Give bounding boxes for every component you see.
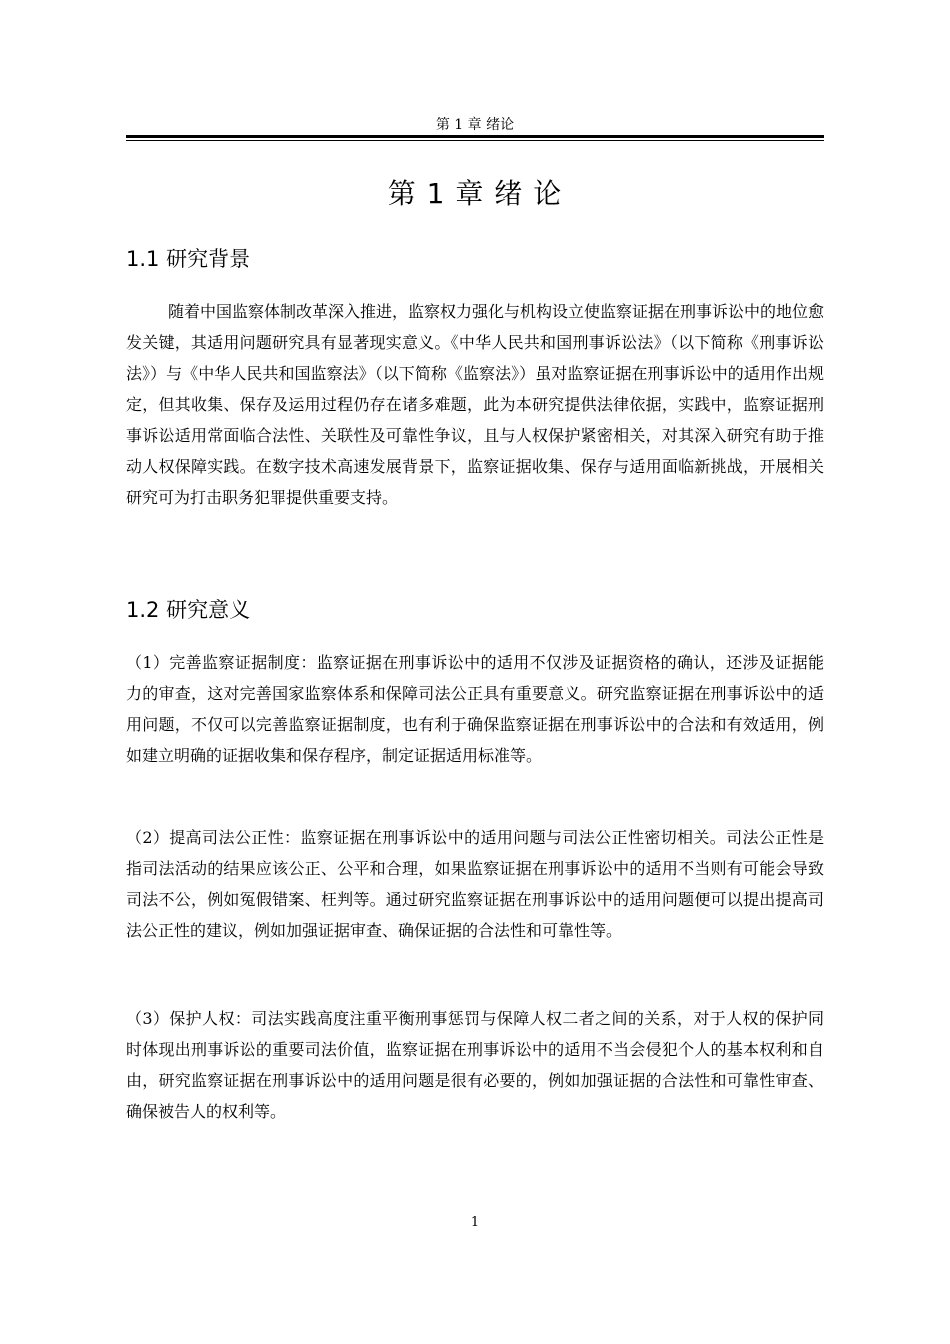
paragraph-significance-3: （3）保护人权：司法实践高度注重平衡刑事惩罚与保障人权二者之间的关系，对于人权的保护同时体现出刑事诉讼的重要司法价值，监察证据在刑事诉讼中的适用不当会侵犯个人的基本权利和自由，研究监察证据在刑事诉讼中的适用问题是很有必要的，例如加强证据的合法性和可靠性审查、确保被告人的权利等。 xyxy=(126,1009,824,1121)
header-rule xyxy=(126,135,824,138)
section-heading-significance: 1.2 研究意义 xyxy=(126,598,251,622)
paragraph-significance-1: （1）完善监察证据制度：监察证据在刑事诉讼中的适用不仅涉及证据资格的确认，还涉及证据能力的审查，这对完善国家监察体系和保障司法公正具有重要意义。研究监察证据在刑事诉讼中的适用问题，不仅可以完善监察证据制度，也有利于确保监察证据在刑事诉讼中的合法和有效适用，例如建立明确的证据收集和保存程序，制定证据适用标准等。 xyxy=(126,653,824,765)
paragraph-significance-2: （2）提高司法公正性：监察证据在刑事诉讼中的适用问题与司法公正性密切相关。司法公正性是指司法活动的结果应该公正、公平和合理，如果监察证据在刑事诉讼中的适用不当则有可能会导致司法不公，例如冤假错案、枉判等。通过研究监察证据在刑事诉讼中的适用问题便可以提出提高司法公正性的建议，例如加强证据审查、确保证据的合法性和可靠性等。 xyxy=(126,828,824,940)
section-heading-background: 1.1 研究背景 xyxy=(126,247,251,271)
running-header: 第 1 章 绪论 xyxy=(435,117,515,133)
page-number: 1 xyxy=(470,1215,480,1230)
paragraph-background: 随着中国监察体制改革深入推进，监察权力强化与机构设立使监察证据在刑事诉讼中的地位愈发关键，其适用问题研究具有显著现实意义。《中华人民共和国刑事诉讼法》（以下简称《刑事诉讼法》）与《中华人民共和国监察法》（以下简称《监察法》）虽对监察证据在刑事诉讼中的适用作出规定，但其收集、保存及运用过程仍存在诸多难题，此为本研究提供法律依据，实践中，监察证据刑事诉讼适用常面临合法性、关联性及可靠性争议，且与人权保护紧密相关，对其深入研究有助于推动人权保障实践。在数字技术高速发展背景下，监察证据收集、保存与适用面临新挑战，开展相关研究可为打击职务犯罪提供重要支持。 xyxy=(126,302,825,507)
chapter-title: 第 1 章 绪 论 xyxy=(387,177,563,210)
header-rule-thin xyxy=(126,140,824,141)
